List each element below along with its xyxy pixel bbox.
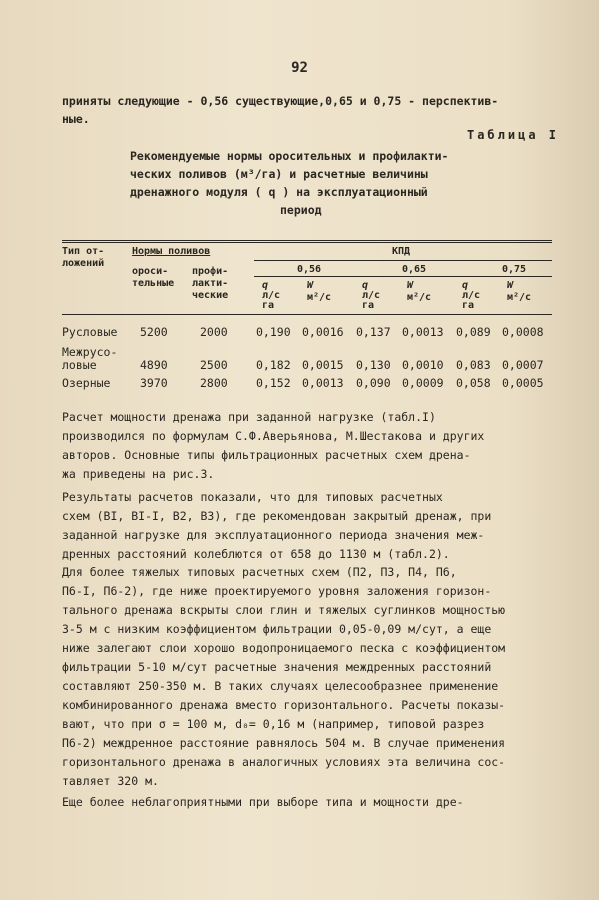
cell-prof: 2500 (200, 358, 228, 372)
cell-value: 0,083 (456, 358, 491, 372)
caption-line: Рекомендуемые нормы оросительных и профилакти- (130, 149, 449, 163)
cell-value: 0,0008 (502, 325, 544, 339)
paragraph-line: авторов. Основные типы фильтрационных расчетных схем дрена- (62, 448, 471, 462)
cell-value: 0,0007 (502, 358, 544, 372)
q-unit-symbol: q (362, 280, 369, 291)
kpd-value: 0,75 (502, 264, 527, 275)
paragraph-line: составляют 250-350 м. В таких случаях целесообразнее применение (62, 679, 499, 693)
paragraph-line: тального дренажа вскрыты слои глин и тяжелых суглинков мощностью (62, 603, 506, 617)
w-unit: м²/с (507, 292, 532, 303)
intro-line-2: ные. (62, 112, 90, 126)
paragraph (62, 488, 552, 564)
paragraph-line: вают, что при σ = 100 м, d₀= 0,16 м (например, типовой разрез (62, 717, 485, 731)
paragraph-line: П6-I, П6-2), где ниже проектируемого уровня заложения горизон- (62, 584, 492, 598)
q-unit-den: га (362, 300, 375, 311)
cell-value: 0,0013 (402, 325, 444, 339)
header-prof-2: лакти- (192, 278, 229, 289)
cell-value: 0,0010 (402, 358, 444, 372)
paragraph-line: П6-2) междренное расстояние равнялось 504 м. В случае применения (62, 736, 506, 750)
cell-value: 0,090 (356, 376, 391, 390)
header-prof-3: ческие (192, 290, 229, 301)
cell-value: 0,0015 (302, 358, 344, 372)
paragraph-line: производился по формулам С.Ф.Аверьянова, М.Шестакова и других (62, 429, 485, 443)
q-unit: л/с (462, 290, 481, 301)
header-norms: Нормы поливов (132, 246, 211, 257)
q-unit-den: га (462, 300, 475, 311)
cell-irrig: 3970 (140, 376, 168, 390)
cell-irrig: 4890 (140, 358, 168, 372)
table-rule (62, 242, 552, 243)
caption-line: дренажного модуля ( q ) на эксплуатационный (130, 185, 428, 199)
row-type: Озерные (62, 376, 111, 390)
kpd-rule (254, 260, 552, 261)
paragraph-line: тавляет 320 м. (62, 774, 159, 788)
paragraph-line: схем (BI, BI-I, B2, B3), где рекомендован закрытый дренаж, при (62, 509, 492, 523)
w-unit-symbol: W (507, 280, 514, 291)
row-type: Русловые (62, 325, 118, 339)
q-unit-symbol: q (462, 280, 469, 291)
kpd-value: 0,65 (402, 264, 427, 275)
paragraph-line: заданной нагрузке для эксплуатационного периода значения меж- (62, 528, 485, 542)
paragraph-line: дренных расстояний колеблются от 658 до 1130 м (табл.2). (62, 547, 450, 561)
w-unit-symbol: W (307, 280, 314, 291)
table-caption (130, 147, 530, 219)
paragraph-line: жа приведены на рис.3. (62, 467, 215, 481)
caption-line: ческих поливов (м³/га) и расчетные величины (130, 167, 428, 181)
header-type-line-2: ложений (62, 258, 105, 269)
header-prof-1: профи- (192, 266, 229, 277)
intro-line-1: приняты следующие - 0,56 существующие,0,65 и 0,75 - перспектив- (62, 94, 499, 108)
paragraph (62, 563, 552, 791)
row-type-line-2: ловые (62, 358, 97, 372)
page-number: 92 (291, 60, 308, 76)
paragraph (62, 793, 552, 812)
paragraph-line: горизонтального дренажа в аналогичных условиях эта величина сос- (62, 755, 506, 769)
cell-value: 0,190 (256, 325, 291, 339)
q-unit-symbol: q (262, 280, 269, 291)
paragraph-line: ниже залегают слои хорошо водопроницаемого песка с коэффициентом (62, 641, 506, 655)
q-unit-den: га (262, 300, 275, 311)
paragraph-line: Для более тяжелых типовых расчетных схем (П2, П3, П4, П6, (62, 565, 457, 579)
header-type-line-1: Тип от- (62, 246, 105, 257)
w-unit: м²/с (307, 292, 332, 303)
cell-value: 0,0013 (302, 376, 344, 390)
cell-value: 0,0005 (502, 376, 544, 390)
table-label: Таблица I (466, 128, 559, 142)
cell-value: 0,182 (256, 358, 291, 372)
cell-value: 0,0009 (402, 376, 444, 390)
q-unit: л/с (362, 290, 381, 301)
header-irrig-1: ороси- (132, 266, 169, 277)
w-unit-symbol: W (407, 280, 414, 291)
w-unit: м²/с (407, 292, 432, 303)
paragraph-line: 3-5 м с низким коэффициентом фильтрации 0,05-0,09 м/сут, а еще (62, 622, 492, 636)
cell-value: 0,130 (356, 358, 391, 372)
cell-prof: 2000 (200, 325, 228, 339)
table-rule (62, 240, 552, 241)
cell-prof: 2800 (200, 376, 228, 390)
paragraph-line: фильтрации 5-10 м/сут расчетные значения междренных расстояний (62, 660, 492, 674)
table-rule (62, 314, 552, 315)
cell-value: 0,058 (456, 376, 491, 390)
paragraph-line: Результаты расчетов показали, что для типовых расчетных (62, 490, 443, 504)
header-kpd: КПД (392, 246, 411, 257)
cell-value: 0,152 (256, 376, 291, 390)
cell-value: 0,089 (456, 325, 491, 339)
cell-value: 0,137 (356, 325, 391, 339)
kpd-rule (254, 276, 552, 277)
cell-value: 0,0016 (302, 325, 344, 339)
cell-irrig: 5200 (140, 325, 168, 339)
paragraph-line: Расчет мощности дренажа при заданной нагрузке (табл.I) (62, 410, 436, 424)
kpd-value: 0,56 (297, 264, 322, 275)
header-irrig-2: тельные (132, 278, 175, 289)
paragraph-line: Еще более неблагоприятными при выборе типа и мощности дре- (62, 795, 464, 809)
q-unit: л/с (262, 290, 281, 301)
caption-line: период (280, 203, 322, 217)
row-type-line-1: Межрусо- (62, 345, 118, 359)
paragraph-line: комбинированного дренажа вместо горизонтального. Расчеты показы- (62, 698, 506, 712)
paragraph (62, 408, 552, 484)
